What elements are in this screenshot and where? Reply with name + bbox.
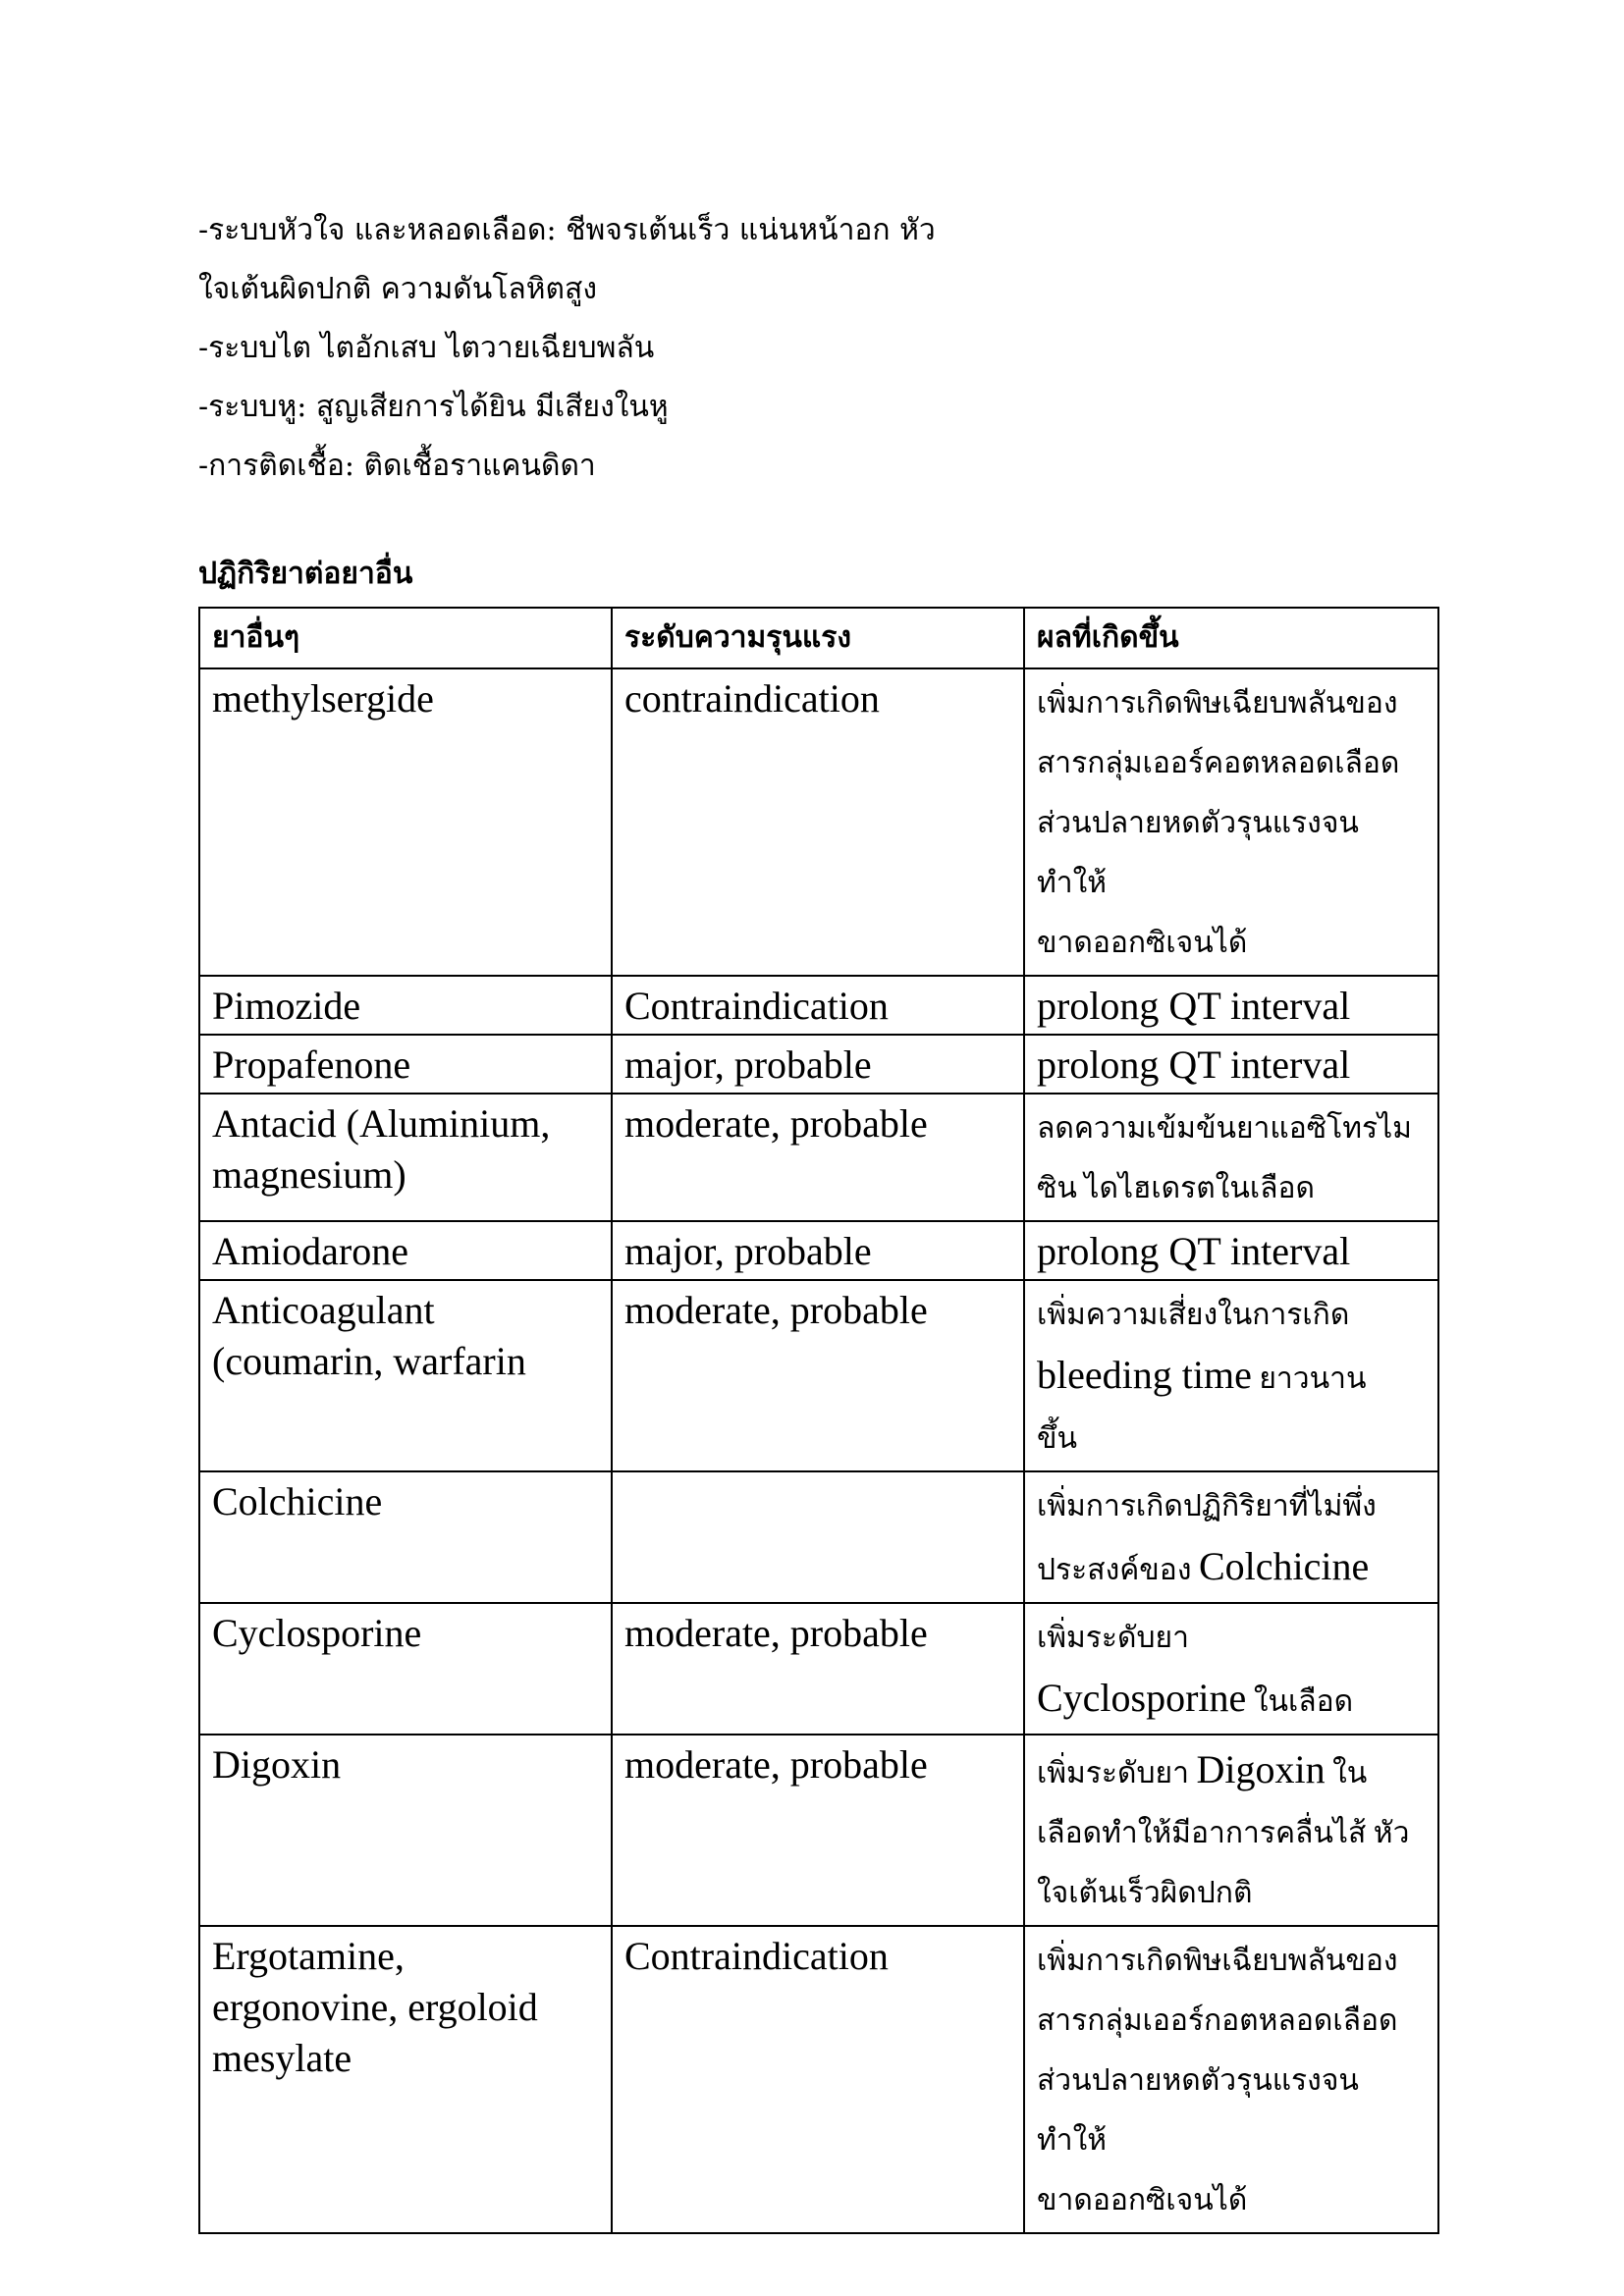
adverse-effects-list — [198, 201, 1377, 496]
drug-cell: Digoxin — [199, 1735, 612, 1926]
severity-cell — [612, 1471, 1024, 1603]
effect-drug-term: Colchicine — [1198, 1544, 1370, 1588]
table-row — [199, 1221, 1438, 1280]
effect-text: เพิ่มการเกิดปฏิกิริยาที่ไม่พึ่ง — [1037, 1490, 1377, 1522]
severity-cell: moderate, probable — [612, 1094, 1024, 1221]
effect-drug-term: Digoxin — [1196, 1747, 1326, 1791]
effect-cell: prolong QT interval — [1024, 1221, 1438, 1280]
drug-text: Ergotamine, ergonovine, ergoloid mesylate — [212, 1934, 538, 2080]
drug-cell: Pimozide — [199, 976, 612, 1035]
severity-cell: major, probable — [612, 1221, 1024, 1280]
table-row — [199, 1094, 1438, 1221]
effect-cell: prolong QT interval — [1024, 1035, 1438, 1094]
table-row — [199, 668, 1438, 976]
effect-text: เพิ่มการเกิดพิษเฉียบพลันของ สารกลุ่มเออร์คอตหลอดเลือด ส่วนปลายหดตัวรุนแรงจนทำให้ ขาดออกซิเจนได้ — [1037, 687, 1400, 959]
table-row — [199, 1735, 1438, 1926]
effect-cell — [1024, 1603, 1438, 1735]
drug-interactions-table — [198, 607, 1439, 2234]
severity-cell: Contraindication — [612, 1926, 1024, 2233]
severity-cell: moderate, probable — [612, 1735, 1024, 1926]
effect-cell: prolong QT interval — [1024, 976, 1438, 1035]
severity-cell: moderate, probable — [612, 1603, 1024, 1735]
drug-text: Antacid (Aluminium, magnesium) — [212, 1101, 551, 1197]
section-title: ปฏิกิริยาต่อยาอื่น — [198, 557, 413, 591]
drug-cell — [199, 1094, 612, 1221]
severity-cell: moderate, probable — [612, 1280, 1024, 1471]
effects-line: -ระบบหู: สูญเสียการได้ยิน มีเสียงในหู — [198, 390, 669, 424]
table-header-row — [199, 608, 1438, 668]
table-row — [199, 1280, 1438, 1471]
drug-cell: Propafenone — [199, 1035, 612, 1094]
effects-line: -ระบบหัวใจ และหลอดเลือด: ชีพจรเต้นเร็ว แน่นหน้าอก หัว — [198, 213, 936, 247]
table-row — [199, 1035, 1438, 1094]
header-other-drugs: ยาอื่นๆ — [199, 608, 612, 668]
drug-cell: Amiodarone — [199, 1221, 612, 1280]
effect-text: เพิ่มระดับยา — [1037, 1757, 1197, 1789]
header-severity: ระดับความรุนแรง — [612, 608, 1024, 668]
effect-drug-term: Cyclosporine — [1037, 1676, 1247, 1720]
effect-text: ใจเต้นเร็วผิดปกติ — [1037, 1877, 1253, 1909]
effect-text: ในเลือด — [1246, 1685, 1354, 1718]
drug-cell — [199, 1926, 612, 2233]
drug-cell: Colchicine — [199, 1471, 612, 1603]
effect-text: เพิ่มการเกิดพิษเฉียบพลันของ สารกลุ่มเออร์กอตหลอดเลือด ส่วนปลายหดตัวรุนแรงจนทำให้ ขาดออกซิเจนได้ — [1037, 1945, 1398, 2216]
drug-cell: Cyclosporine — [199, 1603, 612, 1735]
effect-cell — [1024, 1094, 1438, 1221]
severity-cell: major, probable — [612, 1035, 1024, 1094]
severity-cell: Contraindication — [612, 976, 1024, 1035]
severity-cell: contraindication — [612, 668, 1024, 976]
effect-text: ใน — [1325, 1757, 1368, 1789]
effects-line: ใจเต้นผิดปกติ ความดันโลหิตสูง — [198, 272, 597, 306]
effect-text: ขึ้น — [1037, 1422, 1078, 1455]
effects-line: -การติดเชื้อ: ติดเชื้อราแคนดิดา — [198, 449, 596, 483]
effect-text: ลดความเข้มข้นยาแอซิโทรไม ซิน ไดไฮเดรตในเลือด — [1037, 1112, 1412, 1204]
table-row — [199, 1471, 1438, 1603]
header-effect: ผลที่เกิดขึ้น — [1024, 608, 1438, 668]
effect-cell — [1024, 1471, 1438, 1603]
table-row — [199, 976, 1438, 1035]
effects-line: -ระบบไต ไตอักเสบ ไตวายเฉียบพลัน — [198, 331, 655, 365]
effect-drug-term: bleeding time — [1037, 1353, 1252, 1397]
drug-cell — [199, 1280, 612, 1471]
effect-text: ยาวนาน — [1251, 1362, 1367, 1395]
effect-text: เลือดทำให้มีอาการคลื่นไส้ หัว — [1037, 1817, 1410, 1849]
drug-cell: methylsergide — [199, 668, 612, 976]
effect-text: เพิ่มระดับยา — [1037, 1622, 1189, 1654]
effect-cell — [1024, 668, 1438, 976]
table-row — [199, 1926, 1438, 2233]
table-row — [199, 1603, 1438, 1735]
effect-text: เพิ่มความเสี่ยงในการเกิด — [1037, 1299, 1350, 1331]
effect-cell — [1024, 1735, 1438, 1926]
effect-cell — [1024, 1280, 1438, 1471]
drug-text: Anticoagulant (coumarin, warfarin — [212, 1288, 526, 1383]
effect-cell — [1024, 1926, 1438, 2233]
effect-text: ประสงค์ของ — [1037, 1554, 1199, 1586]
